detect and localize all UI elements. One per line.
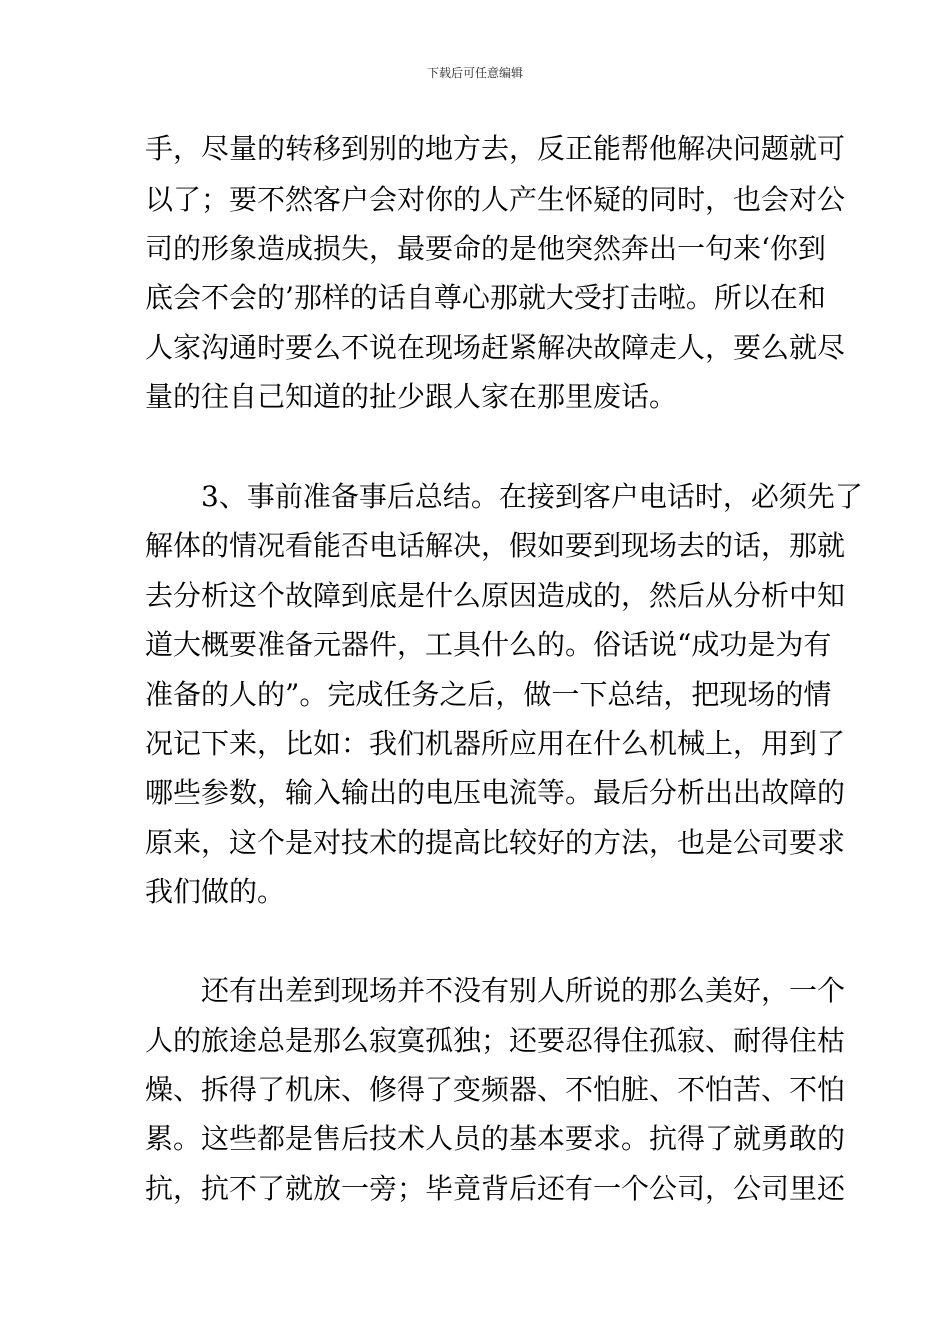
text-line: 3、事前准备事后总结。在接到客户电话时，必须先了 <box>201 480 863 513</box>
text-line: 解体的情况看能否电话解决，假如要到现场去的话，那就 <box>145 529 846 562</box>
text-line: 以了；要不然客户会对你的人产生怀疑的同时，也会对公 <box>145 183 846 216</box>
text-line: 况记下来，比如：我们机器所应用在什么机械上，用到了 <box>145 727 846 760</box>
text-line: 抗，抗不了就放一旁；毕竟背后还有一个公司，公司里还 <box>145 1172 846 1205</box>
text-line: 去分析这个故障到底是什么原因造成的，然后从分析中知 <box>145 579 846 612</box>
text-line: 道大概要准备元器件，工具什么的。俗话说“成功是为有 <box>145 628 832 661</box>
text-line: 准备的人的”。完成任务之后，做一下总结，把现场的情 <box>145 678 832 711</box>
text-line: 司的形象造成损失，最要命的是他突然奔出一句来‘你到 <box>145 232 826 265</box>
text-line: 原来，这个是对技术的提高比较好的方法，也是公司要求 <box>145 826 846 859</box>
text-line: 人家沟通时要么不说在现场赶紧解决故障走人，要么就尽 <box>145 331 846 364</box>
text-line: 我们做的。 <box>145 875 286 908</box>
text-line: 还有出差到现场并不没有别人所说的那么美好，一个 <box>201 974 846 1007</box>
page-header: 下载后可任意编辑 <box>426 66 523 80</box>
text-line: 底会不会的’那样的话自尊心那就大受打击啦。所以在和 <box>145 281 826 314</box>
text-line: 燥、拆得了机床、修得了变频器、不怕脏、不怕苦、不怕 <box>145 1073 846 1106</box>
text-line: 人的旅途总是那么寂寞孤独；还要忍得住孤寂、耐得住枯 <box>145 1024 846 1057</box>
text-line: 量的往自己知道的扯少跟人家在那里废话。 <box>145 380 678 413</box>
text-line: 哪些参数，输入输出的电压电流等。最后分析出出故障的 <box>145 776 846 809</box>
text-line: 累。这些都是售后技术人员的基本要求。抗得了就勇敢的 <box>145 1122 846 1155</box>
text-line: 手，尽量的转移到别的地方去，反正能帮他解决问题就可 <box>145 132 846 165</box>
